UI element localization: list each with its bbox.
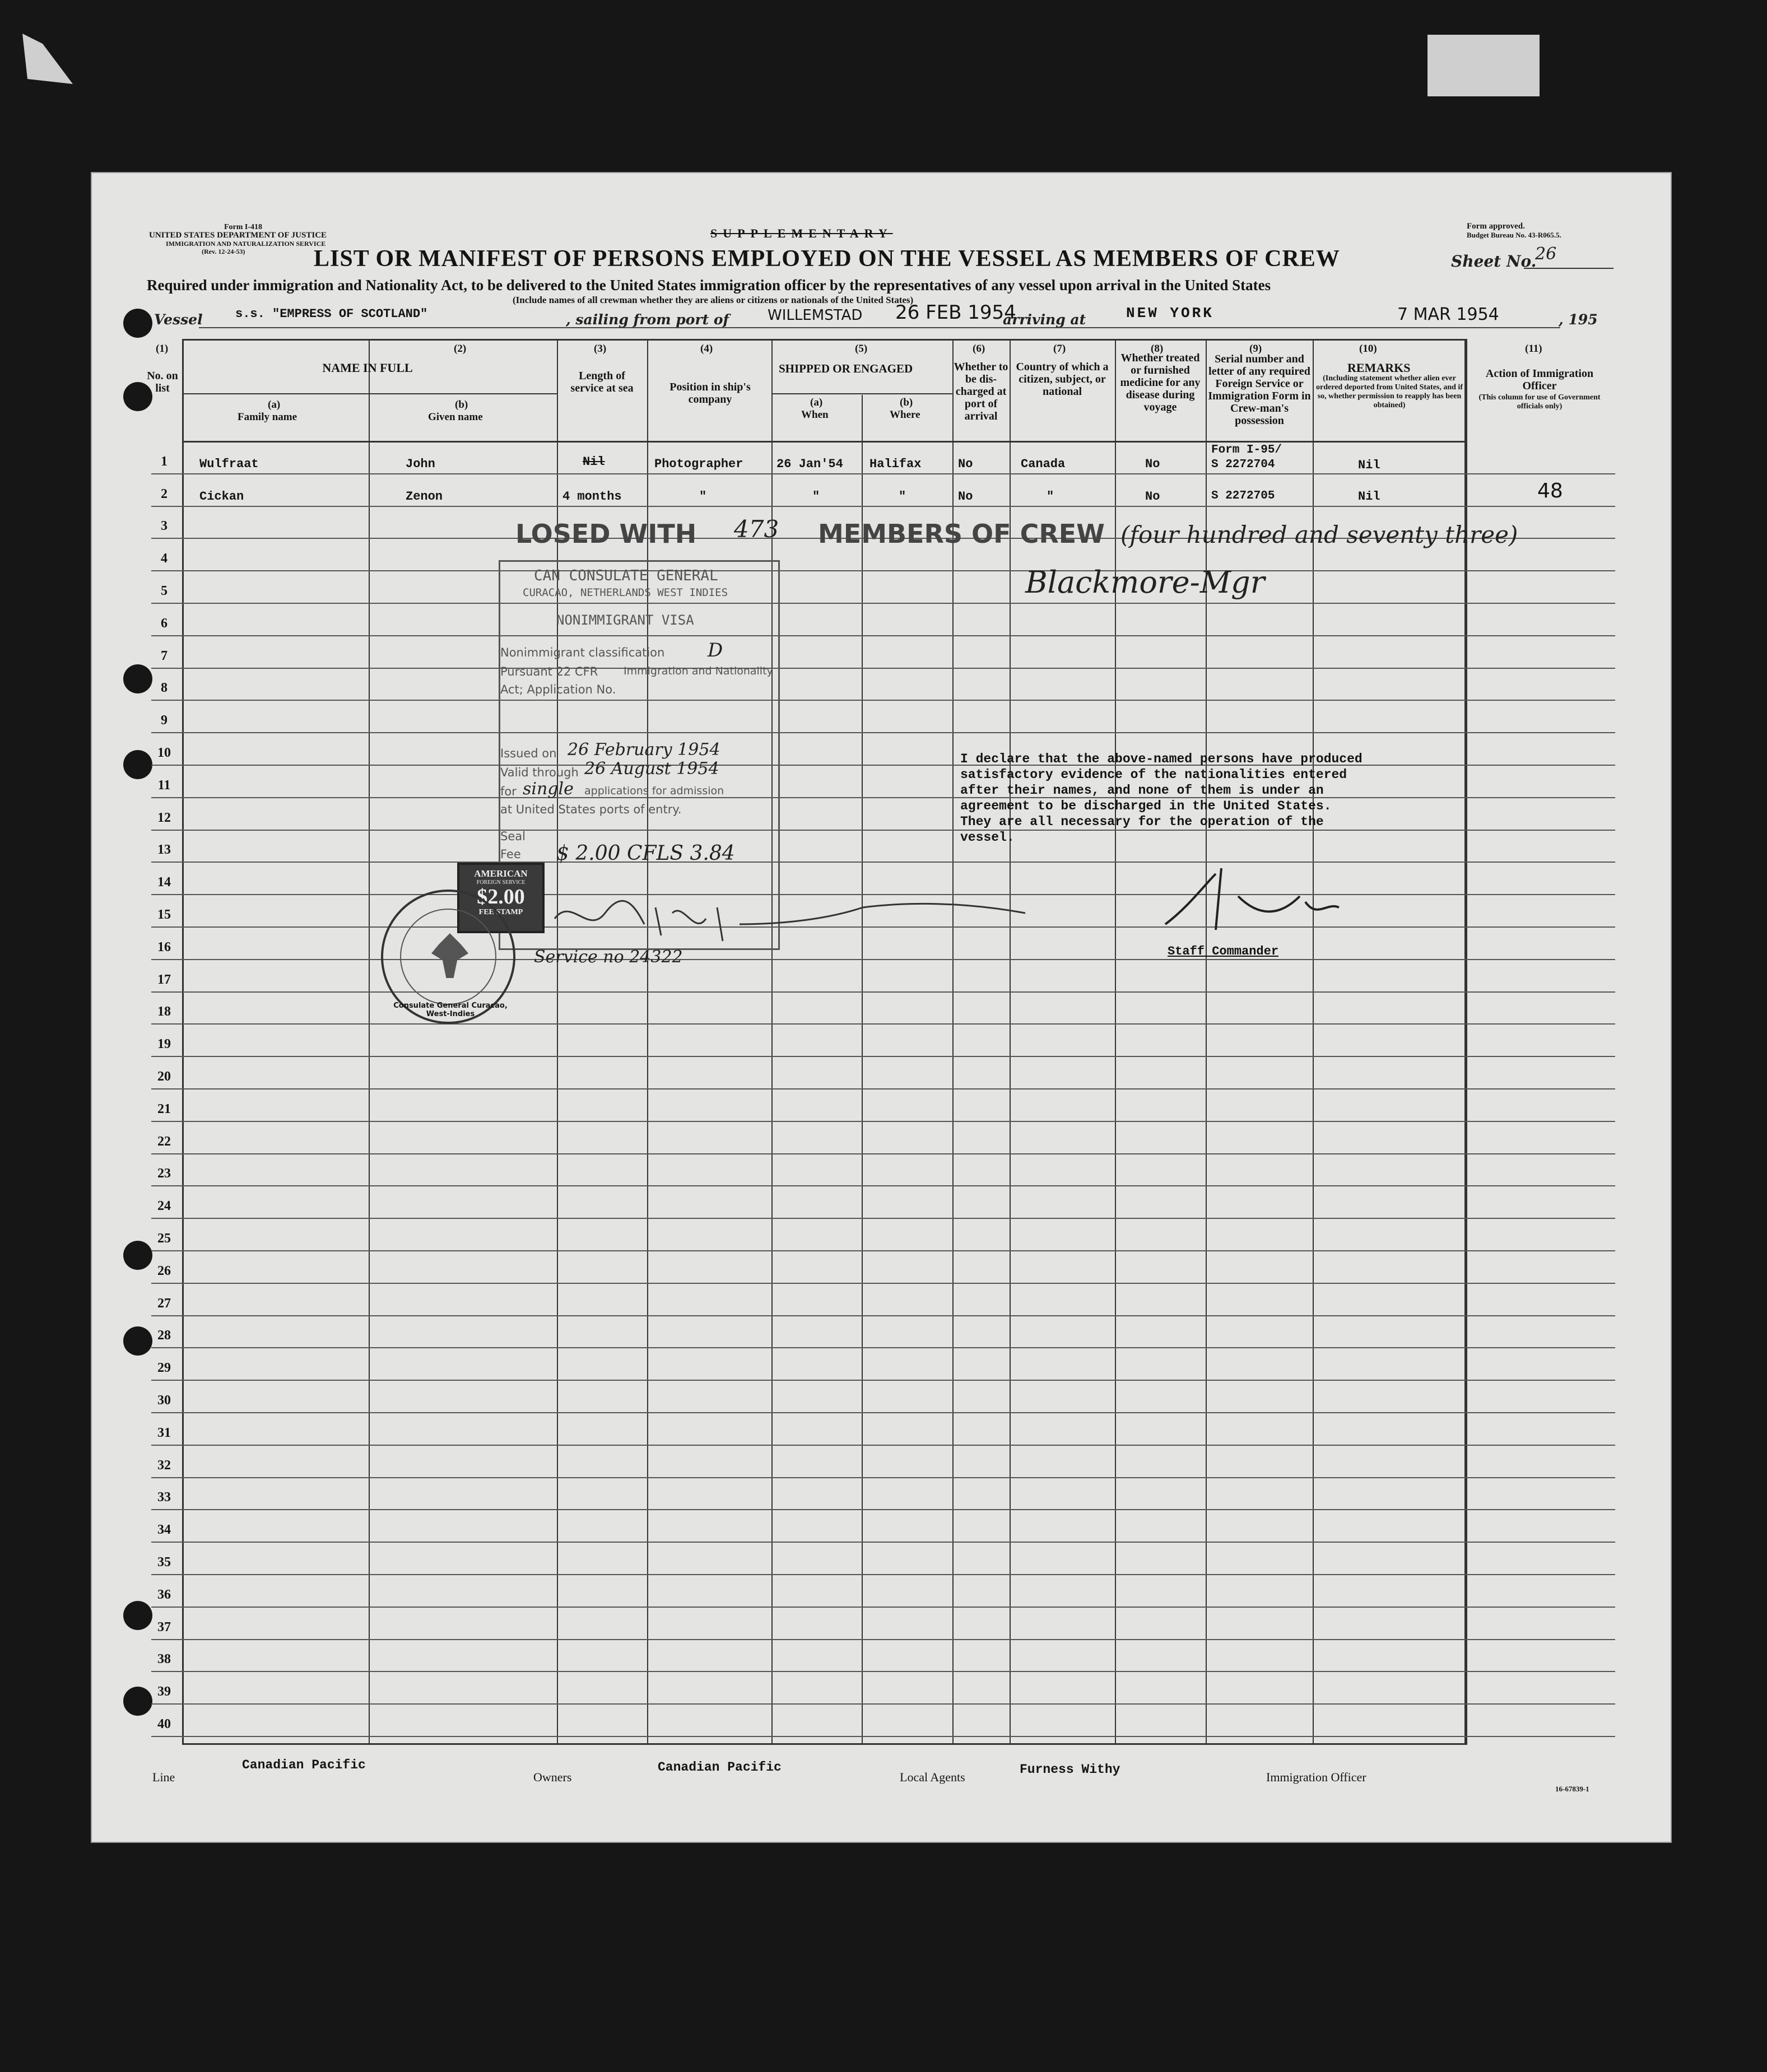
col-remarks-note: (Including statement whether alien ever ordered deported from United States, and if so, whether permission to reapply has been obtained) — [1316, 374, 1463, 409]
col-given-name: Given name — [428, 411, 483, 423]
row-rule — [151, 1607, 1615, 1608]
local-agents-value: Furness Withy — [1020, 1762, 1120, 1777]
row-rule — [151, 668, 1615, 669]
col3-num: (3) — [594, 343, 607, 355]
row-number: 14 — [157, 875, 171, 890]
count-in-words: (four hundred and seventy three) — [1120, 521, 1518, 548]
corner-scrap-left — [22, 34, 73, 84]
shipped-where: Halifax — [869, 457, 922, 471]
visa-stamp-line: applications for admission — [584, 785, 724, 797]
row-number: 15 — [157, 907, 171, 922]
row-number: 23 — [157, 1166, 171, 1181]
shipped-where: " — [899, 490, 906, 504]
row-number: 28 — [157, 1328, 171, 1343]
voyage-underline — [199, 327, 1560, 328]
row-rule — [151, 1574, 1615, 1575]
owners-label: Owners — [533, 1770, 572, 1784]
col-rule — [952, 339, 954, 1745]
row-number: 18 — [157, 1004, 171, 1019]
print-code: 16-67839-1 — [1555, 1785, 1589, 1793]
row-number: 10 — [157, 746, 171, 760]
port-to: NEW YORK — [1126, 305, 1214, 322]
row-rule — [151, 1315, 1615, 1316]
shipped-when: 26 Jan'54 — [776, 457, 843, 471]
department: UNITED STATES DEPARTMENT OF JUSTICE — [149, 231, 327, 240]
country: Canada — [1021, 457, 1066, 471]
row-rule — [151, 1445, 1615, 1446]
col-rule — [1313, 339, 1314, 1745]
declaration-line: They are all necessary for the operation of the — [960, 814, 1324, 829]
row-rule — [151, 765, 1615, 766]
row-number: 7 — [161, 648, 168, 663]
col4-num: (4) — [700, 343, 713, 355]
line-label: Line — [152, 1770, 175, 1784]
col-action: Action of Immigration Officer — [1485, 367, 1594, 392]
port-from: WILLEMSTAD — [768, 307, 863, 324]
col10-num: (10) — [1359, 343, 1377, 355]
serial-number: S 2272704 — [1211, 458, 1275, 471]
row-number: 33 — [157, 1490, 171, 1505]
col-medicine: Whether treated or furnished medicine for any disease during voyage — [1120, 352, 1201, 413]
position: " — [699, 490, 707, 504]
row-number: 25 — [157, 1231, 171, 1246]
visa-stamp-line: Act; Application No. — [500, 683, 616, 696]
col-family-name: Family name — [238, 411, 297, 423]
declaration-line: after their names, and none of them is under an — [960, 783, 1324, 798]
col-discharged: Whether to be dis-charged at port of arrival — [954, 361, 1008, 422]
row-rule — [151, 506, 1615, 507]
row-number: 9 — [161, 713, 168, 728]
row-rule — [151, 830, 1615, 831]
header-bottom-rule — [182, 441, 1466, 443]
row-rule — [151, 732, 1615, 733]
declaration-line: vessel. — [960, 830, 1015, 845]
row-number: 27 — [157, 1296, 171, 1311]
row-rule — [151, 635, 1615, 636]
row-rule — [151, 797, 1615, 798]
row-number: 2 — [161, 486, 168, 501]
fee-stamp-top: AMERICAN — [474, 868, 528, 879]
col-rule — [182, 339, 183, 1745]
include-note: (Include names of all crewman whether they are aliens or citizens or nationals of the United States) — [513, 295, 914, 305]
row-rule — [151, 1671, 1615, 1672]
row-rule — [151, 1703, 1615, 1705]
col2-num: (2) — [454, 343, 467, 355]
serial-form: Form I-95/ — [1211, 444, 1282, 457]
row-rule — [151, 1736, 1615, 1737]
row-number: 39 — [157, 1684, 171, 1699]
fee-stamp-sub: FOREIGN SERVICE — [476, 879, 526, 886]
row-rule — [151, 1088, 1615, 1089]
visa-signature — [549, 885, 1042, 952]
date-from: 26 FEB 1954 — [895, 301, 1016, 324]
medicine: No — [1145, 490, 1160, 504]
sheet-number: 26 — [1535, 244, 1557, 264]
punch-hole — [123, 309, 152, 338]
col-action-note: (This column for use of Government officials only) — [1478, 393, 1601, 411]
visa-stamp-line: Fee — [500, 848, 521, 861]
country: " — [1047, 490, 1054, 504]
family-name: Wulfraat — [199, 457, 259, 471]
service: IMMIGRATION AND NATURALIZATION SERVICE — [166, 240, 326, 248]
vessel-label: Vessel — [154, 311, 203, 328]
row-rule — [151, 959, 1615, 960]
length-of-service: 4 months — [562, 490, 622, 504]
visa-stamp-line: Pursuant 22 CFR — [500, 665, 598, 678]
visa-stamp-line: Issued on — [500, 747, 557, 760]
row-rule — [151, 603, 1615, 604]
row-rule — [151, 1218, 1615, 1219]
col9-num: (9) — [1249, 343, 1262, 355]
col-rule — [557, 339, 558, 1745]
row-number: 17 — [157, 972, 171, 987]
col5a-num: (a) — [810, 397, 823, 408]
row-number: 3 — [161, 519, 168, 534]
col1-num: (1) — [156, 343, 169, 355]
row-number: 4 — [161, 551, 168, 566]
row-number: 20 — [157, 1069, 171, 1084]
row-rule — [151, 1250, 1615, 1251]
corner-scrap-right — [1427, 35, 1540, 96]
row-rule — [151, 1412, 1615, 1413]
row-number: 12 — [157, 810, 171, 825]
row-number: 1 — [161, 454, 168, 469]
local-agents-label: Local Agents — [900, 1770, 965, 1784]
position: Photographer — [654, 457, 743, 471]
visa-issued-date: 26 February 1954 — [568, 740, 720, 760]
visa-stamp-line: CURACAO, NETHERLANDS WEST INDIES — [523, 586, 728, 599]
row-number: 32 — [157, 1458, 171, 1473]
col7-num: (7) — [1053, 343, 1066, 355]
supplementary-label: SUPPLEMENTARY — [710, 226, 893, 240]
col-serial-number: Serial number and letter of any required Foreign Service or Immigration Form in Crew-man's possession — [1208, 353, 1311, 427]
visa-class: D — [708, 639, 723, 662]
col11-num: (11) — [1525, 343, 1542, 355]
row-number: 8 — [161, 681, 168, 696]
row-number: 40 — [157, 1717, 171, 1731]
arriving-label: arriving at — [1003, 311, 1086, 328]
row-number: 34 — [157, 1522, 171, 1538]
col-rule — [1206, 339, 1207, 1745]
visa-stamp-line: CAN CONSULATE GENERAL — [534, 567, 718, 584]
punch-hole — [123, 1326, 152, 1356]
row-number: 11 — [157, 777, 171, 793]
remarks: Nil — [1358, 490, 1380, 504]
visa-stamp-line: at United States ports of entry. — [500, 803, 682, 816]
row-number: 21 — [157, 1101, 171, 1116]
row-rule — [151, 1185, 1615, 1186]
col-when: When — [801, 409, 829, 421]
staff-commander-signature — [1154, 863, 1345, 941]
col-rule — [1115, 339, 1116, 1745]
year-suffix: , 195 — [1559, 311, 1598, 328]
revision: (Rev. 12-24-53) — [202, 248, 245, 255]
consulate-seal — [381, 890, 515, 1024]
punch-hole — [123, 1601, 152, 1630]
given-name: John — [406, 457, 435, 471]
serial-number: S 2272705 — [1211, 490, 1275, 502]
owners-value: Canadian Pacific — [658, 1760, 782, 1775]
seal-text: Consulate General Curacao, West-Indies — [393, 1002, 508, 1018]
col-rule — [647, 339, 648, 1745]
col5b-num: (b) — [900, 397, 913, 408]
closed-with: LOSED WITH — [515, 519, 697, 549]
approval-line1: Form approved. — [1467, 222, 1525, 231]
declaration-line: satisfactory evidence of the nationalities entered — [960, 767, 1347, 782]
col-position: Position in ship's company — [669, 381, 751, 406]
length-of-service: Nil — [583, 455, 605, 469]
col-no-on-list: No. on list — [147, 370, 178, 394]
shipped-when: " — [812, 490, 820, 504]
row-rule — [151, 1347, 1615, 1348]
page-title: LIST OR MANIFEST OF PERSONS EMPLOYED ON THE VESSEL AS MEMBERS OF CREW — [314, 246, 1340, 272]
immigration-officer-label: Immigration Officer — [1266, 1770, 1366, 1784]
row-number: 5 — [161, 584, 168, 598]
sheet-label: Sheet No. — [1451, 252, 1537, 271]
row-rule — [151, 1056, 1615, 1057]
row-rule — [151, 700, 1615, 701]
row-number: 30 — [157, 1393, 171, 1408]
row-rule — [151, 1639, 1615, 1640]
row-rule — [151, 473, 1615, 474]
row-number: 38 — [157, 1652, 171, 1667]
discharged: No — [958, 457, 973, 471]
row-rule — [151, 1283, 1615, 1284]
discharged: No — [958, 490, 973, 504]
date-to: 7 MAR 1954 — [1397, 305, 1499, 324]
row-number: 13 — [157, 842, 171, 858]
row-rule — [151, 1509, 1615, 1510]
col-name-in-full: NAME IN FULL — [322, 361, 413, 375]
crew-table — [182, 339, 1466, 1745]
visa-entries: single — [523, 779, 574, 799]
visa-stamp-line: NONIMMIGRANT VISA — [556, 612, 694, 628]
row-rule — [151, 1542, 1615, 1543]
crew-count: 473 — [734, 515, 779, 543]
declaration-line: I declare that the above-named persons have produced — [960, 752, 1363, 766]
family-name: Cickan — [199, 490, 244, 504]
visa-stamp-line: for — [500, 785, 517, 798]
punch-hole — [123, 750, 152, 779]
row-number: 36 — [157, 1587, 171, 1602]
sheet-underline — [1524, 268, 1613, 269]
col-rule — [771, 339, 773, 1745]
header-rule — [182, 393, 557, 394]
col-remarks: REMARKS — [1347, 361, 1411, 375]
punch-hole — [123, 1241, 152, 1270]
required-statement: Required under immigration and Nationality Act, to be delivered to the United States immigration officer by the representatives of any vessel upon arrival in the United States — [147, 277, 1271, 294]
visa-stamp-line: Valid through — [500, 766, 579, 779]
punch-hole — [123, 1687, 152, 1716]
row-rule — [151, 1121, 1615, 1122]
col-length-of-service: Length of service at sea — [570, 370, 634, 394]
row-number: 37 — [157, 1619, 171, 1635]
remarks: Nil — [1358, 458, 1380, 472]
fee-stamp-bottom: FEE STAMP — [478, 908, 523, 916]
col5-num: (5) — [855, 343, 868, 355]
row-rule — [151, 570, 1615, 571]
sailing-label: , sailing from port of — [566, 311, 729, 328]
col2b-num: (b) — [455, 399, 468, 411]
given-name: Zenon — [406, 490, 443, 504]
visa-stamp-line: Nonimmigrant classification — [500, 646, 665, 659]
row-rule — [151, 1477, 1615, 1478]
immigration-action: 48 — [1537, 479, 1563, 502]
approval-line2: Budget Bureau No. 43-R065.5. — [1467, 231, 1561, 239]
col-shipped-or-engaged: SHIPPED OR ENGAGED — [779, 362, 913, 375]
row-number: 35 — [157, 1555, 171, 1570]
visa-fee: $ 2.00 CFLS 3.84 — [556, 842, 735, 865]
row-rule — [151, 862, 1615, 863]
row-number: 26 — [157, 1263, 171, 1278]
row-number: 29 — [157, 1361, 171, 1376]
col-rule — [1010, 339, 1011, 1745]
row-number: 19 — [157, 1037, 171, 1052]
col-rule — [1466, 339, 1467, 1745]
col-country: Country of which a citizen, subject, or national — [1016, 361, 1109, 398]
vessel-name: s.s. "EMPRESS OF SCOTLAND" — [235, 307, 428, 321]
declaration-line: agreement to be discharged in the United States. — [960, 799, 1332, 813]
row-rule — [151, 991, 1615, 993]
col2a-num: (a) — [268, 399, 281, 411]
visa-stamp-line: Immigration and Nationality — [624, 665, 773, 677]
row-number: 22 — [157, 1134, 171, 1149]
service-number: Service no 24322 — [534, 947, 683, 967]
visa-valid-date: 26 August 1954 — [584, 759, 719, 779]
signer-title: Staff Commander — [1168, 944, 1279, 958]
row-rule — [151, 1380, 1615, 1381]
row-number: 6 — [161, 616, 168, 631]
col8-num: (8) — [1151, 343, 1164, 355]
row-rule — [151, 1153, 1615, 1154]
line-value: Canadian Pacific — [242, 1758, 366, 1772]
closing-signature: Blackmore-Mgr — [1025, 565, 1265, 600]
row-number: 16 — [157, 939, 171, 954]
row-number: 31 — [157, 1425, 171, 1440]
form-number: Form I-418 — [224, 223, 263, 231]
col6-num: (6) — [973, 343, 985, 355]
col-where: Where — [890, 409, 920, 421]
fee-stamp-value: $2.00 — [477, 885, 525, 909]
row-rule — [151, 1023, 1615, 1025]
header-rule — [771, 393, 952, 394]
col-rule — [369, 339, 370, 1745]
punch-hole — [123, 664, 152, 693]
visa-stamp-line: Seal — [500, 830, 526, 843]
members-of-crew: MEMBERS OF CREW — [818, 519, 1105, 549]
row-number: 24 — [157, 1199, 171, 1214]
medicine: No — [1145, 457, 1160, 471]
